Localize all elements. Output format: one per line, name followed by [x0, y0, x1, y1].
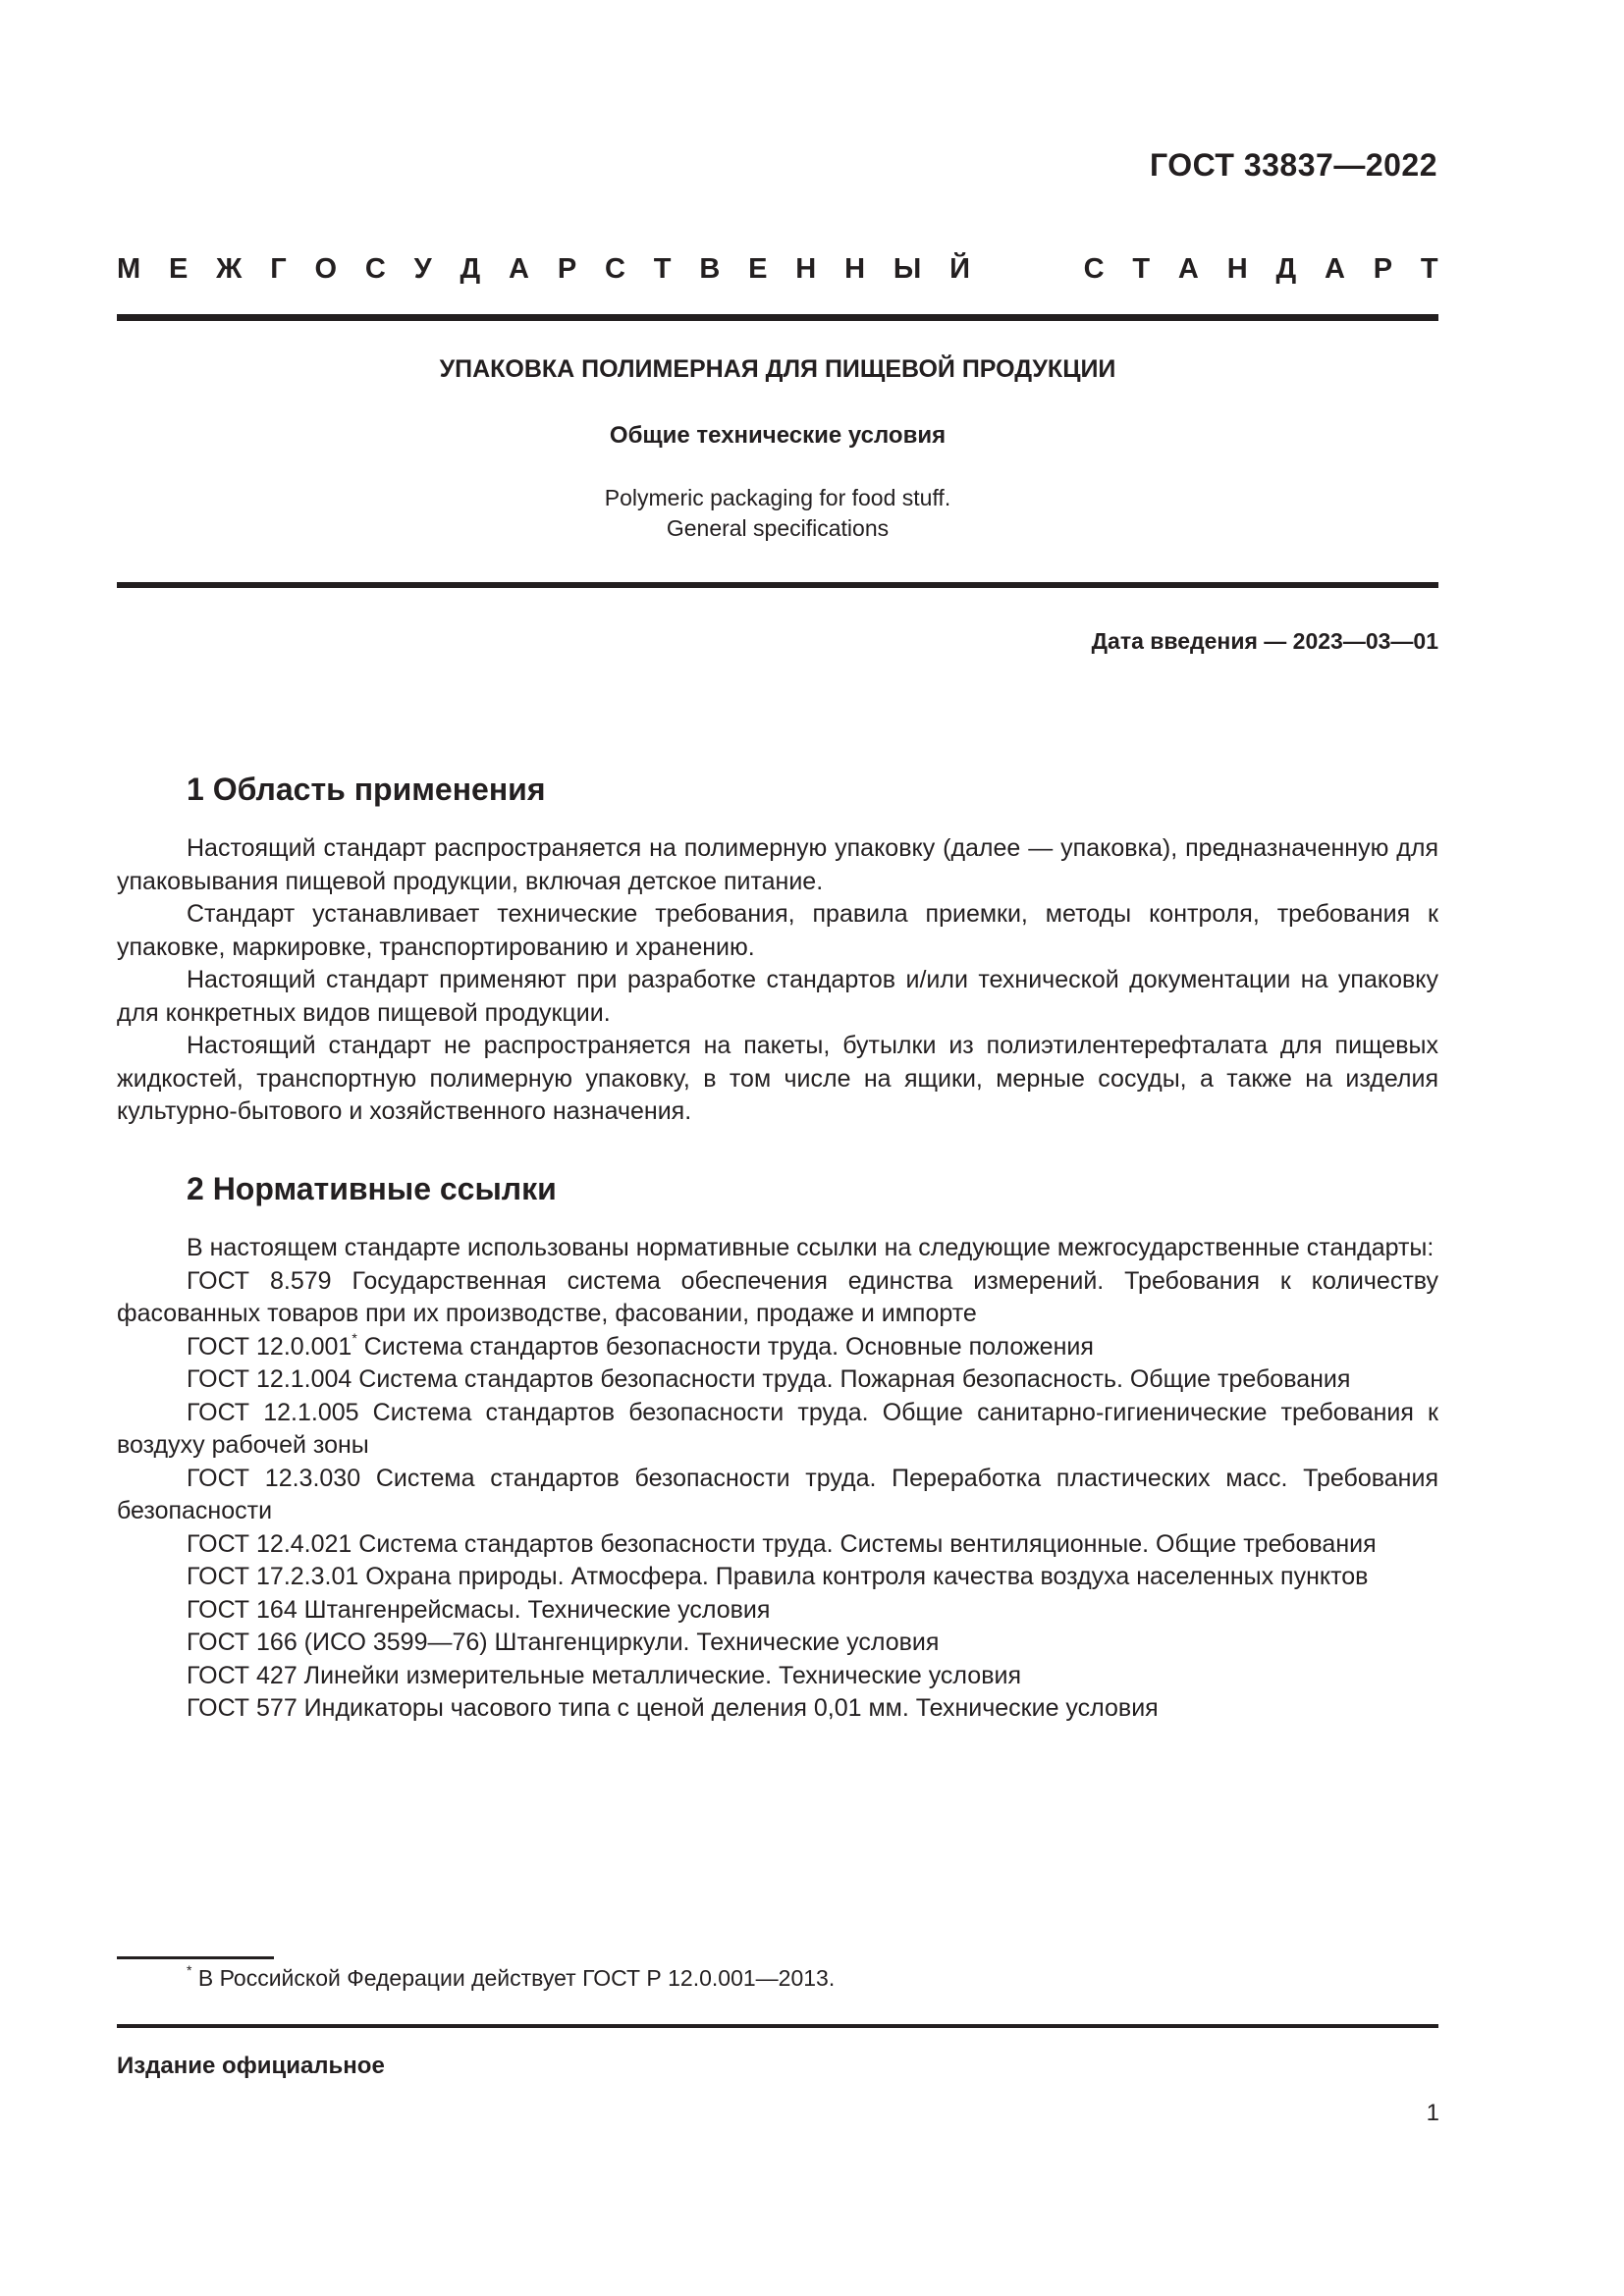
standard-type-heading: [117, 253, 1438, 286]
reference-item: ГОСТ 12.4.021 Система стандартов безопасности труда. Системы вентиляционные. Общие требования: [187, 1529, 1377, 1558]
header-rule: [117, 314, 1438, 321]
document-number: ГОСТ 33837—2022: [1149, 147, 1437, 183]
footer-rule: [117, 2024, 1438, 2028]
section1-paragraph: Настоящий стандарт не распространяется на пакеты, бутылки из полиэтилентерефталата для пищевых жидкостей, транспортную полимерную упаковку, в том числе на ящики, мерные сосуды, а также на изделия культурно-бытового и хозяйственного назначения.: [117, 1032, 1438, 1125]
heading-letter: Г: [270, 253, 287, 285]
heading-letter: О: [314, 253, 338, 285]
heading-letter: Т: [1132, 253, 1151, 285]
heading-letter: Н: [844, 253, 866, 285]
section2-intro: В настоящем стандарте использованы нормативные ссылки на следующие межгосударственные стандарты:: [187, 1234, 1435, 1261]
standard-subtitle: Общие технические условия: [609, 422, 947, 449]
heading-letter: Ы: [893, 253, 922, 285]
page-number: 1: [1426, 2100, 1439, 2126]
heading-letter: Р: [557, 253, 577, 285]
footnote-text: В Российской Федерации действует ГОСТ Р 12.0.001—2013.: [197, 1965, 836, 1991]
section1-paragraph: Настоящий стандарт применяют при разработке стандартов и/или технической документации на упаковку для конкретных видов пищевой продукции.: [117, 966, 1438, 1027]
english-title-line1: Polymeric packaging for food stuff.: [604, 485, 951, 510]
section1-paragraph: Стандарт устанавливает технические требования, правила приемки, методы контроля, требования к упаковке, маркировке, транспортированию и хранению.: [117, 900, 1438, 961]
heading-letter: Т: [1420, 253, 1438, 285]
section1-heading: 1 Область применения: [187, 772, 546, 807]
reference-item: ГОСТ 166 (ИСО 3599—76) Штангенциркули. Технические условия: [187, 1629, 940, 1656]
footnote: [187, 1962, 836, 1992]
reference-title: Система стандартов безопасности труда. Основные положения: [356, 1332, 1094, 1361]
reference-item: ГОСТ 12.1.005 Система стандартов безопасности труда. Общие санитарно-гигиенические требования к воздуху рабочей зоны: [117, 1398, 1438, 1459]
heading-letter: С: [605, 253, 625, 285]
heading-letter: А: [509, 253, 529, 285]
reference-item: ГОСТ 577 Индикаторы часового типа с ценой деления 0,01 мм. Технические условия: [187, 1694, 1159, 1722]
heading-letter: Н: [795, 253, 817, 285]
heading-letter: Й: [949, 253, 970, 285]
heading-letter: Е: [748, 253, 768, 285]
section2-heading: 2 Нормативные ссылки: [187, 1171, 557, 1206]
reference-item: ГОСТ 12.1.004 Система стандартов безопасности труда. Пожарная безопасность. Общие требования: [187, 1365, 1351, 1393]
footnote-marker: *: [352, 1330, 357, 1347]
standard-title: УПАКОВКА ПОЛИМЕРНАЯ ДЛЯ ПИЩЕВОЙ ПРОДУКЦИИ: [439, 355, 1116, 383]
section1-paragraph: Настоящий стандарт распространяется на полимерную упаковку (далее — упаковка), предназначенную для упаковывания пищевой продукции, включая детское питание.: [117, 834, 1438, 895]
reference-item: ГОСТ 427 Линейки измерительные металлические. Технические условия: [187, 1661, 1021, 1689]
reference-item: ГОСТ 8.579 Государственная система обеспечения единства измерений. Требования к количеству фасованных товаров при их производстве, фасовании, продаже и импорте: [117, 1266, 1438, 1327]
heading-letter: А: [1324, 253, 1345, 285]
heading-letter: Р: [1373, 253, 1393, 285]
heading-letter: У: [413, 253, 432, 285]
footnote-marker: *: [187, 1962, 192, 1979]
footnote-separator: [117, 1956, 274, 1959]
heading-letter: Ж: [216, 253, 243, 285]
official-edition-label: Издание официальное: [117, 2053, 385, 2079]
heading-letter: А: [1177, 253, 1199, 285]
section1-body: [117, 832, 1438, 1129]
heading-letter: Д: [1275, 253, 1297, 285]
reference-code: ГОСТ 12.0.001: [187, 1332, 352, 1361]
heading-letter: Е: [169, 253, 189, 285]
english-title: [117, 483, 1438, 544]
heading-letter: Н: [1226, 253, 1248, 285]
title-rule: [117, 582, 1438, 588]
word-gap: [999, 253, 1056, 286]
heading-letter: Д: [460, 253, 481, 285]
heading-letter: С: [1083, 253, 1105, 285]
heading-letter: В: [699, 253, 721, 285]
introduction-date: Дата введения — 2023—03—01: [1091, 628, 1438, 654]
reference-item: [117, 1331, 1438, 1364]
reference-item: ГОСТ 164 Штангенрейсмасы. Технические условия: [187, 1595, 771, 1624]
section2-body: [117, 1232, 1438, 1726]
heading-letter: М: [117, 253, 141, 285]
heading-letter: С: [364, 253, 386, 285]
english-title-line2: General specifications: [666, 515, 890, 541]
reference-item: ГОСТ 12.3.030 Система стандартов безопасности труда. Переработка пластических масс. Требования безопасности: [117, 1464, 1438, 1524]
heading-letter: Т: [653, 253, 672, 285]
reference-item: ГОСТ 17.2.3.01 Охрана природы. Атмосфера. Правила контроля качества воздуха населенных пунктов: [187, 1563, 1369, 1590]
